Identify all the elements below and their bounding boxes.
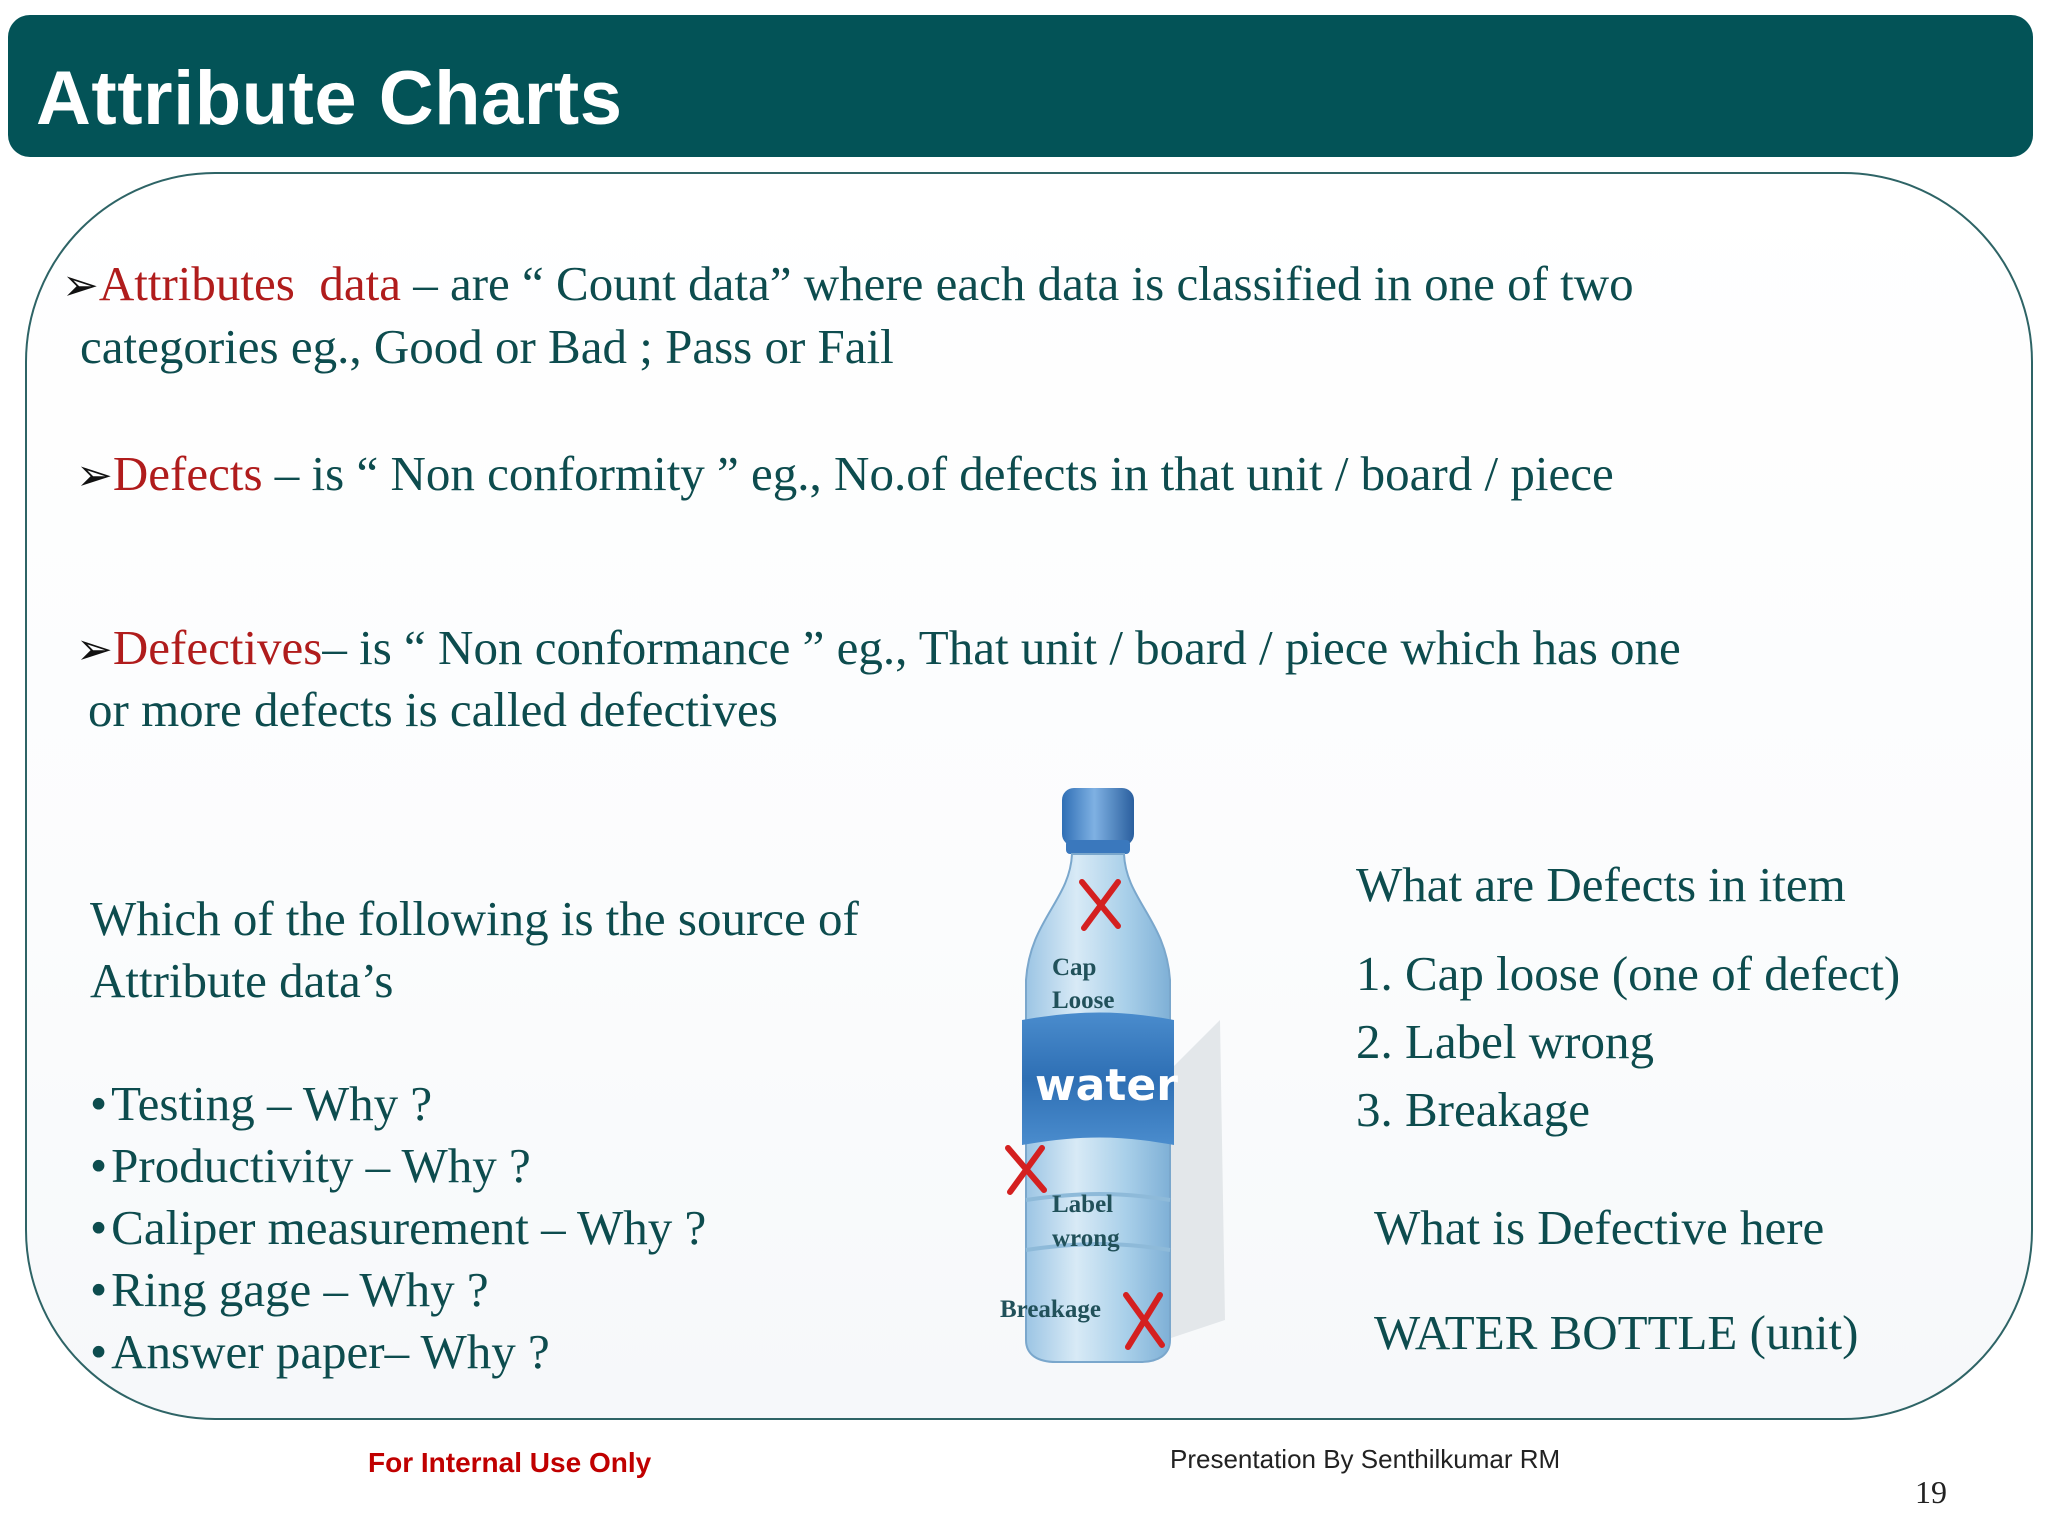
question-line1: Which of the following is the source of bbox=[90, 891, 859, 946]
defectives-definition: – is “ Non conformance ” eg., That unit / board / piece which has one bbox=[322, 620, 1681, 675]
defective-answer: WATER BOTTLE (unit) bbox=[1374, 1305, 1859, 1360]
attributes-paragraph-line2: categories eg., Good or Bad ; Pass or Fail bbox=[80, 319, 894, 374]
arrow-bullet-icon: ➢ bbox=[76, 451, 113, 500]
list-item: •Testing – Why ? bbox=[90, 1076, 433, 1131]
bottle-brand: water bbox=[1035, 1060, 1178, 1111]
bottle-cap bbox=[1062, 788, 1134, 846]
label-wrong-label: Label bbox=[1052, 1191, 1114, 1218]
cap-loose-label: Cap bbox=[1052, 954, 1097, 981]
data-term: data bbox=[319, 256, 401, 311]
attributes-paragraph-line1 bbox=[62, 253, 1634, 317]
arrow-bullet-icon: ➢ bbox=[62, 261, 99, 310]
question-line2: Attribute data’s bbox=[90, 953, 394, 1008]
cap-loose-label-2: Loose bbox=[1052, 987, 1115, 1014]
list-item: •Caliper measurement – Why ? bbox=[90, 1200, 707, 1255]
source-options-list bbox=[90, 1073, 706, 1383]
list-item: •Answer paper– Why ? bbox=[90, 1324, 550, 1379]
breakage-label: Breakage bbox=[1000, 1296, 1101, 1323]
defective-heading: What is Defective here bbox=[1374, 1200, 1825, 1255]
list-item: •Ring gage – Why ? bbox=[90, 1262, 489, 1317]
author-credit: Presentation By Senthilkumar RM bbox=[1170, 1444, 1561, 1474]
list-item: 1. Cap loose (one of defect) bbox=[1356, 946, 1901, 1001]
defectives-paragraph-line1 bbox=[76, 617, 1681, 681]
defects-definition: – is “ Non conformity ” eg., No.of defects in that unit / board / piece bbox=[262, 446, 1614, 501]
arrow-bullet-icon: ➢ bbox=[76, 625, 113, 674]
defects-list bbox=[1356, 940, 1900, 1144]
defectives-term: Defectives bbox=[112, 620, 323, 675]
list-item: 2. Label wrong bbox=[1356, 1014, 1654, 1069]
internal-use-notice: For Internal Use Only bbox=[368, 1447, 652, 1478]
attributes-term: Attributes bbox=[98, 256, 295, 311]
defects-heading: What are Defects in item bbox=[1356, 857, 1846, 912]
label-wrong-label-2: wrong bbox=[1052, 1225, 1120, 1252]
attributes-definition: – are “ Count data” where each data is classified in one of two bbox=[400, 256, 1634, 311]
page-number: 19 bbox=[1915, 1474, 1947, 1510]
title-bar bbox=[8, 15, 2033, 157]
defectives-paragraph-line2: or more defects is called defectives bbox=[88, 682, 778, 737]
defects-paragraph bbox=[76, 443, 1614, 507]
slide-title: Attribute Charts bbox=[36, 56, 623, 141]
list-item: •Productivity – Why ? bbox=[90, 1138, 531, 1193]
water-bottle-image bbox=[990, 780, 1250, 1370]
defects-term: Defects bbox=[112, 446, 263, 501]
list-item: 3. Breakage bbox=[1356, 1082, 1590, 1137]
